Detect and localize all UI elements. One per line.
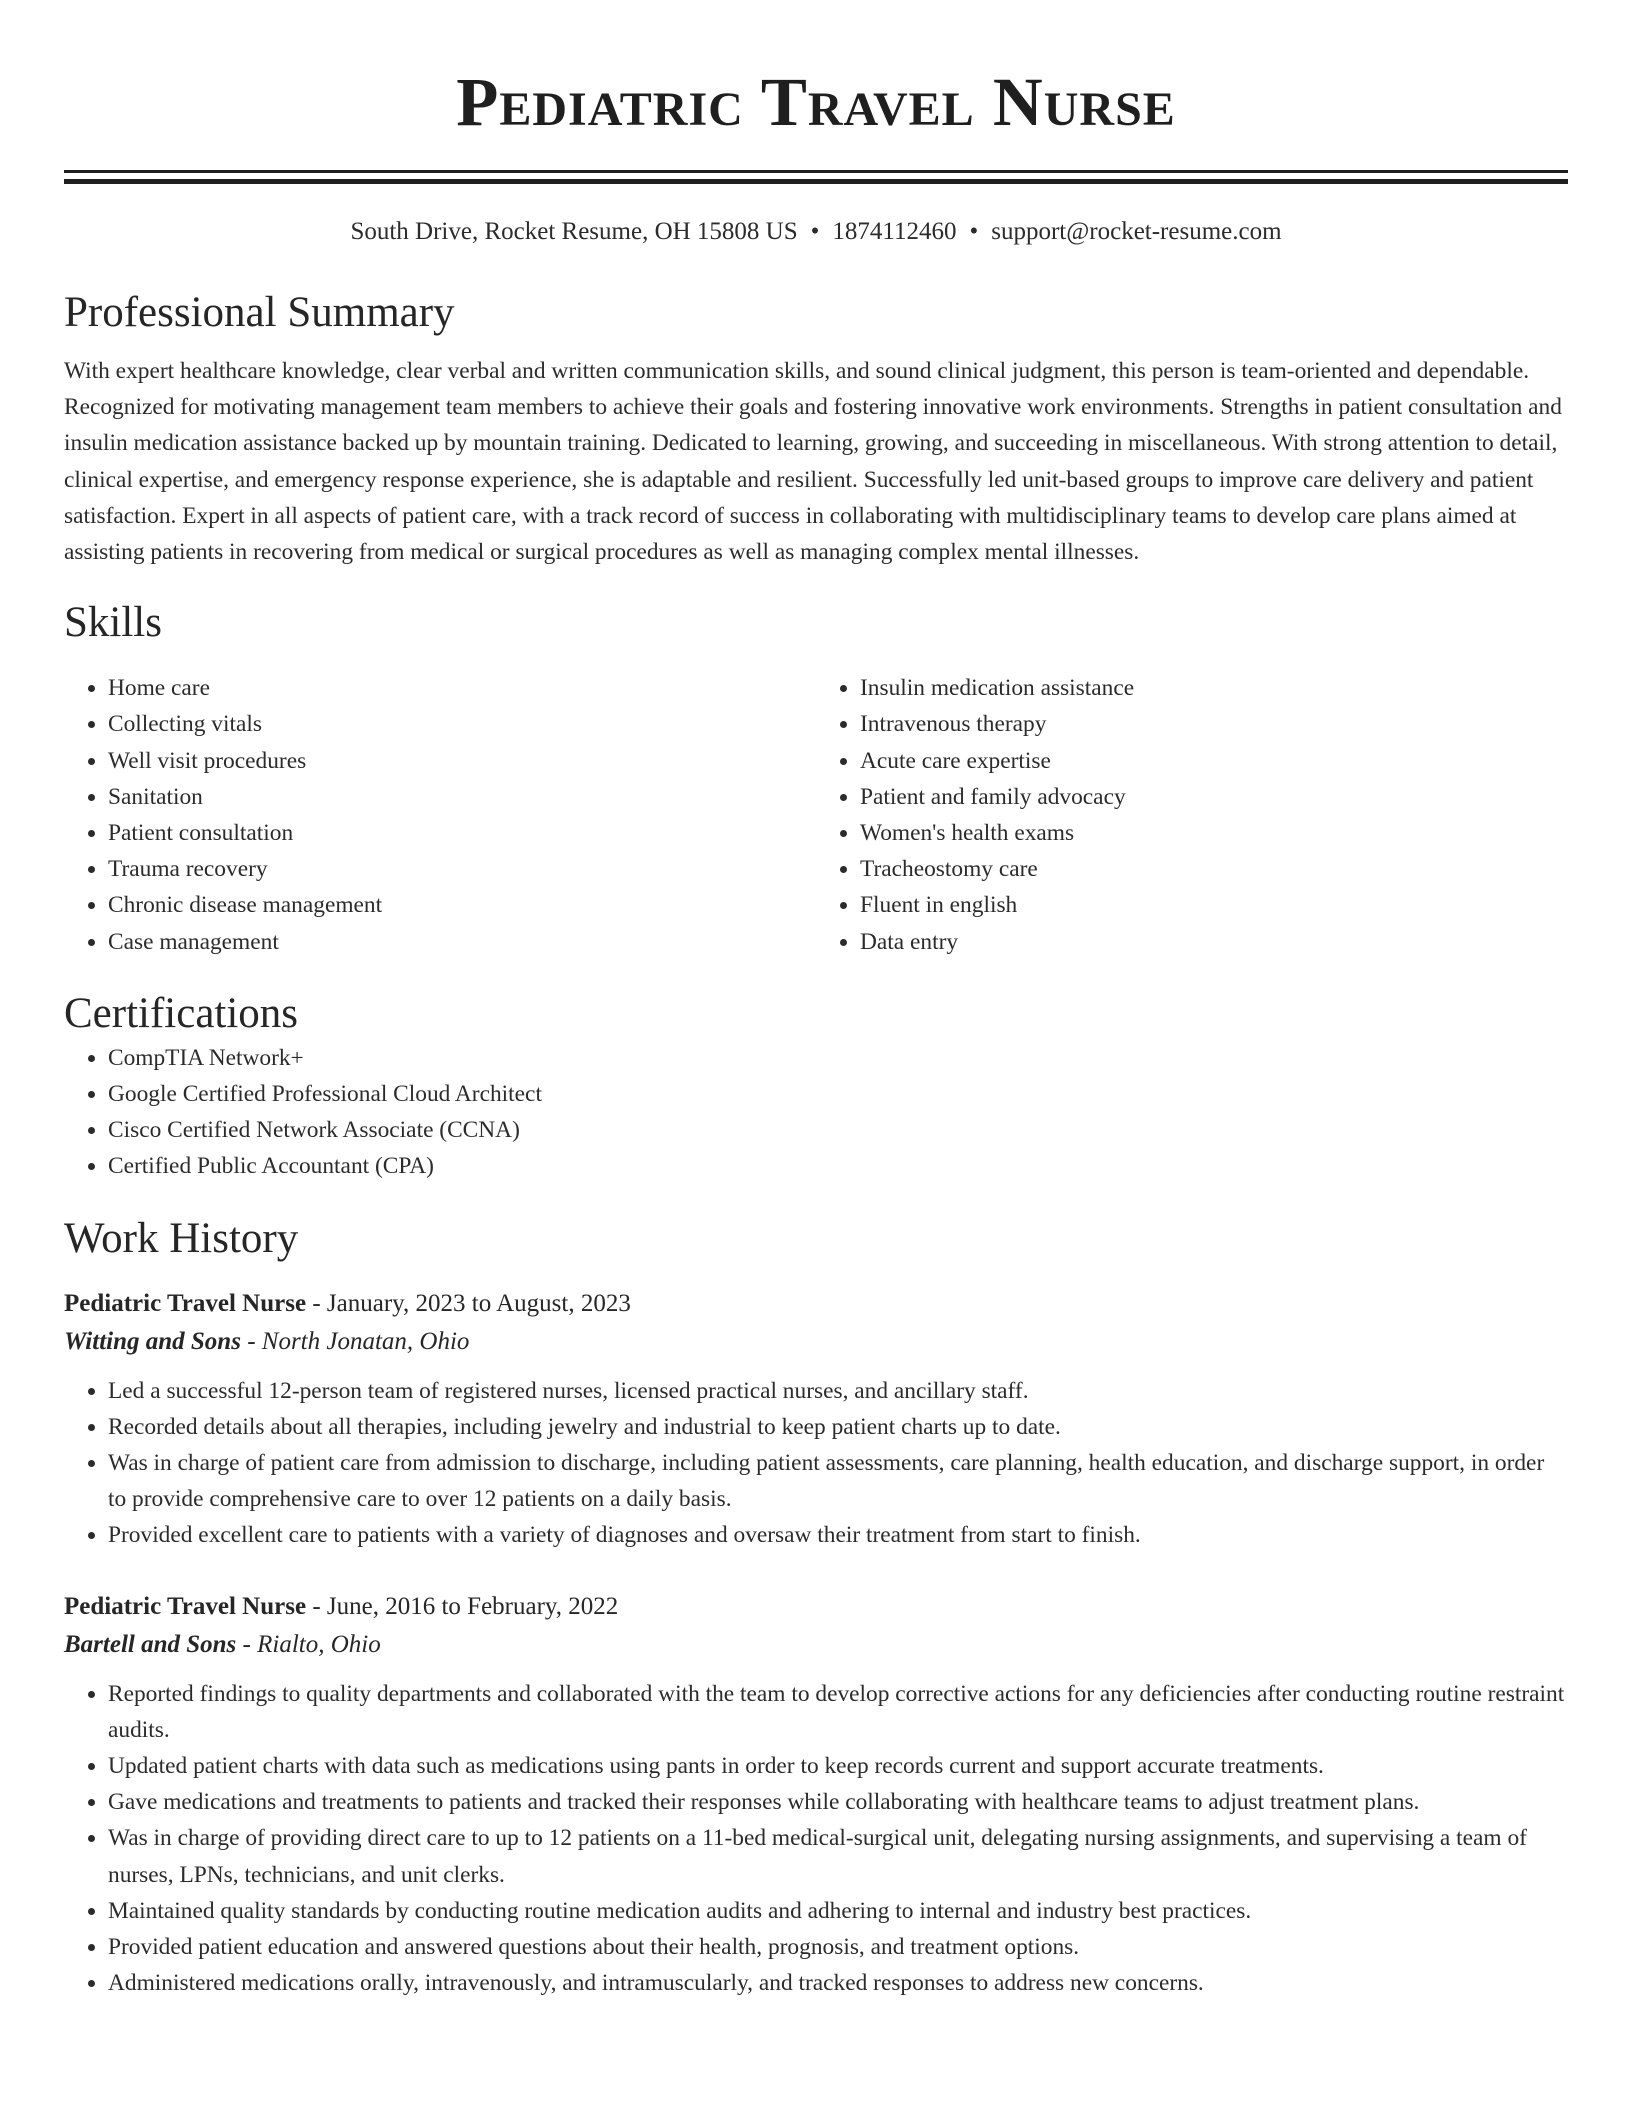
job-heading: Pediatric Travel Nurse - January, 2023 to August, 2023 bbox=[64, 1289, 631, 1317]
section-title-skills: Skills bbox=[64, 599, 162, 647]
summary-text: With expert healthcare knowledge, clear verbal and written communication skills, and sound clinical judgment, this person is team-oriented and dependable. Recognized for motivating management team members to achieve their goals and fostering innovative work environments. Strengths in patient consultation and insulin medication assistance backed up by mountain training. Dedicated to learning, growing, and succeeding in miscellaneous. With strong attention to detail, clinical expertise, and emergency response experience, she is adaptable and resilient. Successfully led unit-based groups to improve care delivery and patient satisfaction. Expert in all aspects of patient care, with a track record of success in collaborating with multidisciplinary teams to develop care plans aimed at assisting patients in recovering from medical or surgical procedures as well as managing complex mental illnesses. bbox=[64, 358, 1562, 566]
job-role: Pediatric Travel Nurse bbox=[64, 1289, 307, 1317]
skill-item: • Chronic disease management bbox=[108, 887, 816, 923]
skill-item: • Tracheostomy care bbox=[860, 851, 1568, 887]
skill-item: • Fluent in english bbox=[860, 887, 1568, 923]
skill-item: • Patient consultation bbox=[108, 815, 816, 851]
job-role: Pediatric Travel Nurse bbox=[64, 1592, 307, 1620]
job-duties-list bbox=[64, 1676, 1568, 2002]
job-entry bbox=[64, 1285, 1568, 1554]
job-duty: • Maintained quality standards by conducting routine medication audits and adhering to internal and industry best practices. bbox=[108, 1893, 1568, 1929]
job-duty: • Gave medications and treatments to patients and tracked their responses while collaborating with healthcare teams to adjust treatment plans. bbox=[108, 1784, 1568, 1820]
skill-item: • Data entry bbox=[860, 924, 1568, 960]
contact-address: South Drive, Rocket Resume, OH 15808 US bbox=[350, 218, 798, 245]
header-divider-thick bbox=[64, 179, 1568, 184]
job-location: Rialto, Ohio bbox=[257, 1630, 381, 1658]
header-divider-thin bbox=[64, 170, 1568, 173]
certification-item: • Cisco Certified Network Associate (CCNA) bbox=[108, 1112, 1568, 1148]
skill-item: • Insulin medication assistance bbox=[860, 670, 1568, 706]
job-duty: • Provided patient education and answered questions about their health, prognosis, and treatment options. bbox=[108, 1929, 1568, 1965]
job-dates: January, 2023 to August, 2023 bbox=[326, 1289, 631, 1317]
job-dates: June, 2016 to February, 2022 bbox=[326, 1592, 619, 1620]
skills-grid bbox=[64, 670, 1568, 960]
skill-item: • Home care bbox=[108, 670, 816, 706]
job-duty: • Reported findings to quality departments and collaborated with the team to develop corrective actions for any deficiencies after conducting routine restraint audits. bbox=[108, 1676, 1568, 1748]
job-duty: • Updated patient charts with data such as medications using pants in order to keep records current and support accurate treatments. bbox=[108, 1748, 1568, 1784]
contact-email: support@rocket-resume.com bbox=[991, 218, 1282, 245]
skill-item: • Well visit procedures bbox=[108, 743, 816, 779]
candidate-name: Pediatric Travel Nurse bbox=[456, 64, 1176, 140]
job-company: Witting and Sons bbox=[64, 1327, 241, 1355]
job-location: North Jonatan, Ohio bbox=[261, 1327, 470, 1355]
job-duty: • Administered medications orally, intravenously, and intramuscularly, and tracked responses to address new concerns. bbox=[108, 1965, 1568, 2001]
skill-item: • Case management bbox=[108, 924, 816, 960]
job-duty: • Led a successful 12-person team of registered nurses, licensed practical nurses, and ancillary staff. bbox=[108, 1373, 1568, 1409]
job-heading: Pediatric Travel Nurse - June, 2016 to February, 2022 bbox=[64, 1592, 619, 1620]
job-duty: • Was in charge of patient care from admission to discharge, including patient assessments, care planning, health education, and discharge support, in order to provide comprehensive care to over 12 patients on a daily basis. bbox=[108, 1445, 1568, 1517]
skills-list-left bbox=[64, 670, 816, 960]
job-duty: • Recorded details about all therapies, including jewelry and industrial to keep patient charts up to date. bbox=[108, 1409, 1568, 1445]
job-employer: Witting and Sons - North Jonatan, Ohio bbox=[64, 1327, 470, 1355]
section-title-work-history: Work History bbox=[64, 1214, 299, 1262]
certification-item: • Certified Public Accountant (CPA) bbox=[108, 1148, 1568, 1184]
job-duty: • Provided excellent care to patients with a variety of diagnoses and oversaw their treatment from start to finish. bbox=[108, 1517, 1568, 1553]
skill-item: • Collecting vitals bbox=[108, 706, 816, 742]
skill-item: • Women's health exams bbox=[860, 815, 1568, 851]
section-title-summary: Professional Summary bbox=[64, 289, 455, 336]
job-employer: Bartell and Sons - Rialto, Ohio bbox=[64, 1630, 381, 1658]
certifications-list bbox=[64, 1040, 1568, 1185]
skill-item: • Trauma recovery bbox=[108, 851, 816, 887]
contact-phone: 1874112460 bbox=[832, 218, 957, 245]
section-title-certifications: Certifications bbox=[64, 989, 299, 1037]
skills-list-right bbox=[816, 670, 1568, 960]
job-entry bbox=[64, 1588, 1568, 2002]
job-company: Bartell and Sons bbox=[64, 1630, 237, 1658]
skill-item: • Patient and family advocacy bbox=[860, 779, 1568, 815]
job-duties-list bbox=[64, 1373, 1568, 1554]
contact-separator: • bbox=[810, 218, 820, 245]
skill-item: • Acute care expertise bbox=[860, 743, 1568, 779]
skill-item: • Sanitation bbox=[108, 779, 816, 815]
certification-item: • CompTIA Network+ bbox=[108, 1040, 1568, 1076]
job-duty: • Was in charge of providing direct care to up to 12 patients on a 11-bed medical-surgical unit, delegating nursing assignments, and supervising a team of nurses, LPNs, technicians, and unit clerks. bbox=[108, 1820, 1568, 1892]
skill-item: • Intravenous therapy bbox=[860, 706, 1568, 742]
certification-item: • Google Certified Professional Cloud Architect bbox=[108, 1076, 1568, 1112]
contact-separator: • bbox=[969, 218, 979, 245]
contact-line bbox=[64, 215, 1568, 249]
